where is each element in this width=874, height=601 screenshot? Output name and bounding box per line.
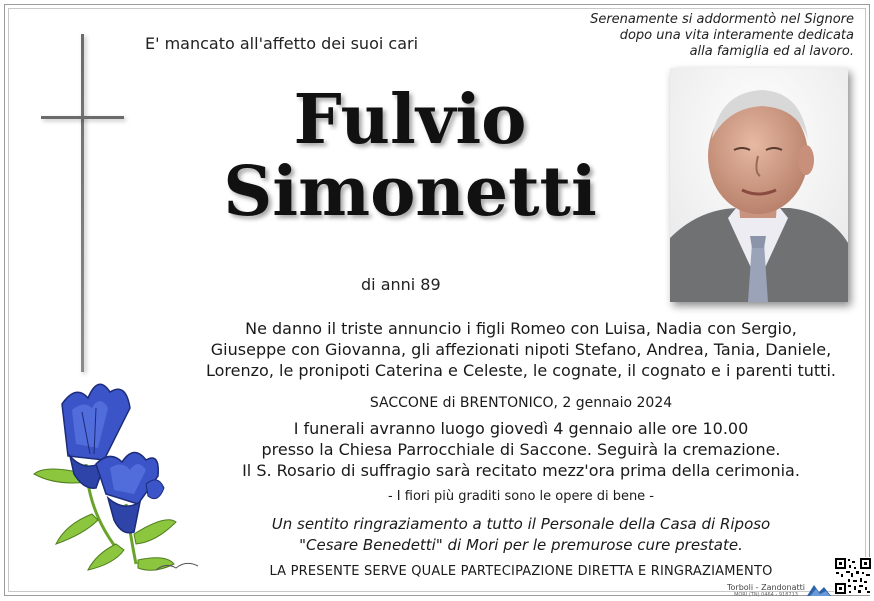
qr-code-icon[interactable] [834,557,872,595]
thanks-line: Un sentito ringraziamento a tutto il Personale della Casa di Riposo [271,515,771,533]
agency-name: Torboli - Zandonatti [727,583,805,592]
thanks-line: "Cesare Benedetti" di Mori per le premurose cure prestate. [299,536,743,554]
family-announcement [196,318,846,381]
epitaph-line: Serenamente si addormentò nel Signore [590,12,854,27]
age: di anni 89 [361,275,441,294]
portrait-photo [670,68,848,302]
funeral-line: I funerali avranno luogo giovedì 4 gennaio alle ore 10.00 [293,419,749,438]
announcement-line: Lorenzo, le pronipoti Caterina e Celeste, le cognate, il cognato e i parenti tutti. [206,361,836,380]
announcement-line: Giuseppe con Giovanna, gli affezionati nipoti Stefano, Andrea, Tania, Daniele, [210,340,832,359]
last-name: Simonetti [223,152,597,232]
intro-text: E' mancato all'affetto dei suoi cari [145,34,419,53]
epitaph [554,12,854,60]
funeral-agency [727,583,805,598]
funeral-details [196,418,846,481]
epitaph-line: dopo una vita interamente dedicata [619,28,854,43]
cross-horizontal-bar [41,116,124,119]
gentian-flowers-illustration [26,364,216,580]
funeral-line: presso la Chiesa Parrocchiale di Saccone. Seguirà la cremazione. [261,440,781,459]
funeral-line: Il S. Rosario di suffragio sarà recitato mezz'ora prima della cerimonia. [242,461,800,480]
place-and-date: SACCONE di BRENTONICO, 2 gennaio 2024 [369,395,673,411]
agency-logo-icon [806,582,832,596]
epitaph-line: alla famiglia ed al lavoro. [689,44,854,59]
closing-statement: LA PRESENTE SERVE QUALE PARTECIPAZIONE DIRETTA E RINGRAZIAMENTO [269,564,773,579]
thanks-message [196,514,846,556]
cross-vertical-bar [81,34,84,372]
flower-drawing [26,364,216,580]
agency-contact: MORI (TN) 0464 - 918713 [734,592,798,598]
flowers-note: - I fiori più graditi sono le opere di bene - [387,489,655,504]
announcement-line: Ne danno il triste annuncio i figli Romeo con Luisa, Nadia con Sergio, [245,319,797,338]
deceased-name [150,80,670,232]
portrait-illustration [670,68,848,302]
first-name: Fulvio [293,80,527,160]
